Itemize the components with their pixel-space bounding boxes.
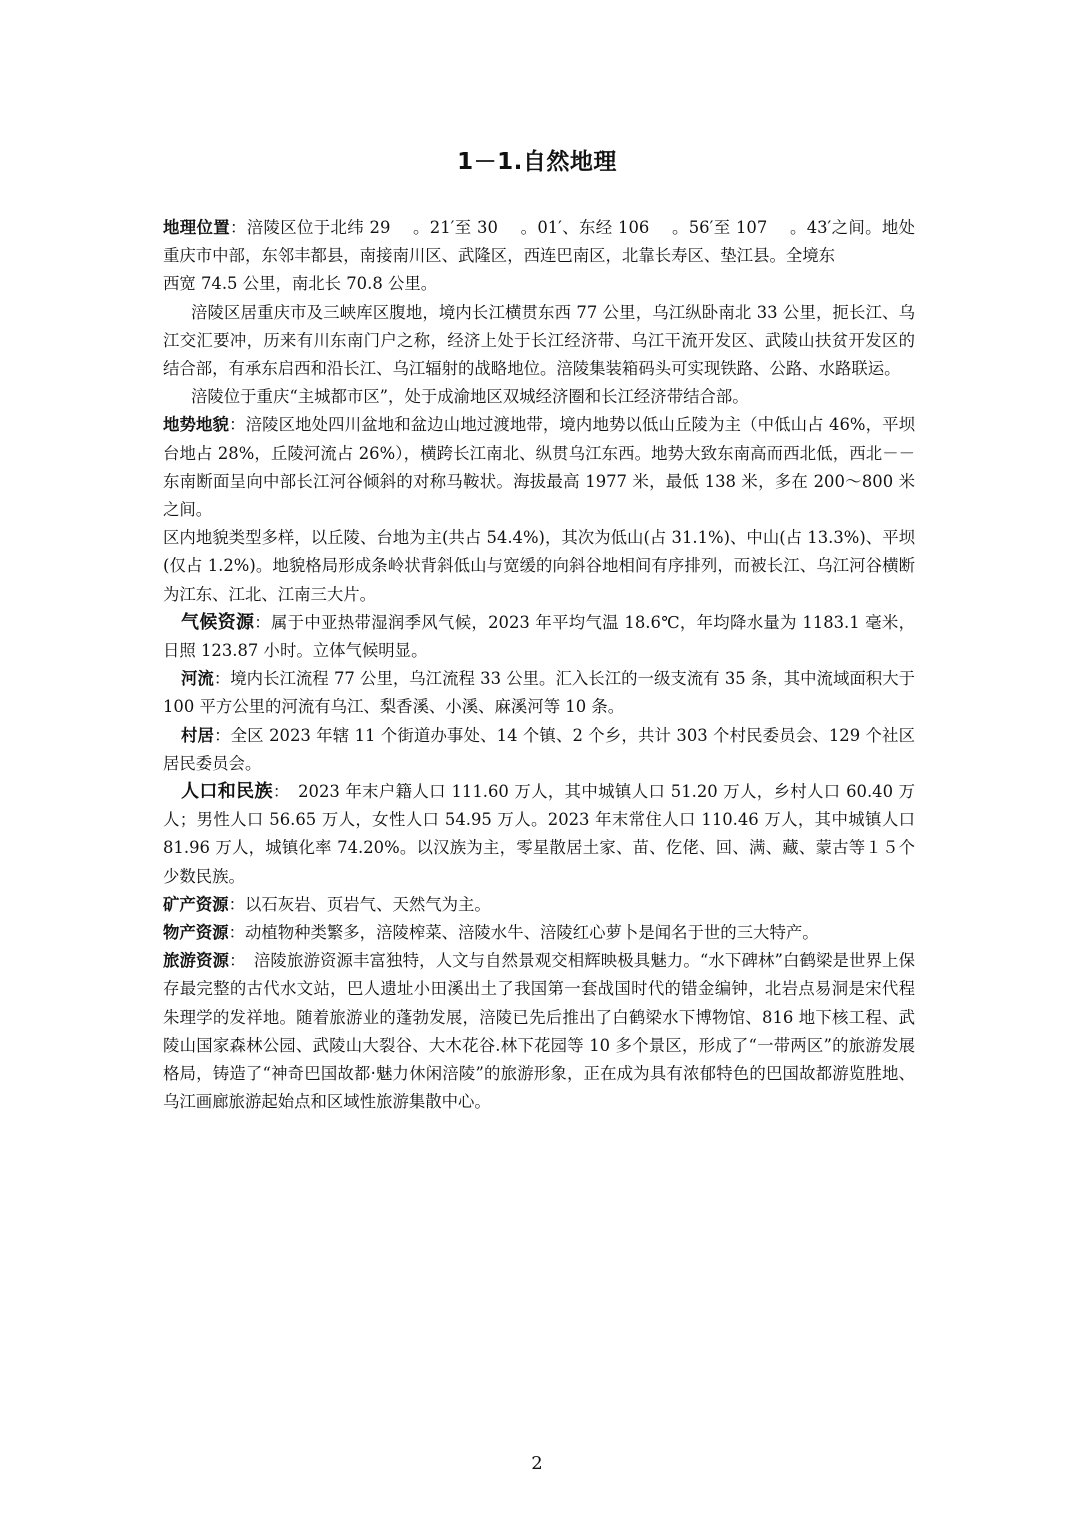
label-rivers: 河流	[181, 669, 214, 689]
paragraph-width	[163, 270, 915, 298]
label-products: 物产资源	[163, 923, 229, 943]
text-tourism: ： 涪陵旅游资源丰富独特，人文与自然景观交相辉映极具魅力。“水下碑林”白鹤梁是世界上保存最完整的古代水文站，巴人遗址小田溪出土了我国第一套战国时代的错金编钟，北岩点易洞是宋代程朱理学的发祥地。随着旅游业的蓬勃发展，涪陵已先后推出了白鹤梁水下博物馆、816 地下核工程、武陵山国家森林公园、武陵山大裂谷、大木花谷.林下花园等 10 多个景区，形成了“一带两区”的旅游发展格局，铸造了“神奇巴国故都·魅力休闲涪陵”的旅游形象，正在成为具有浓郁特色的巴国故都游览胜地、乌江画廊旅游起始点和区域性旅游集散中心。	[163, 951, 915, 1112]
label-climate: 气候资源	[181, 611, 255, 633]
page-title: 1－1.自然地理	[457, 149, 617, 175]
document-body	[163, 214, 915, 1117]
label-population: 人口和民族	[181, 781, 273, 803]
label-tourism: 旅游资源	[163, 951, 230, 971]
paragraph-hinterland	[163, 299, 915, 384]
label-terrain: 地势地貌	[163, 415, 230, 435]
text-minerals: ：以石灰岩、页岩气、天然气为主。	[228, 894, 491, 914]
paragraph-products	[163, 919, 915, 947]
paragraph-location	[163, 214, 915, 270]
paragraph-climate	[163, 609, 915, 665]
text-location: ：涪陵区位于北纬 29 。21′至 30 。01′、东经 106 。56′至 107 。43′之间。地处重庆市中部，东邻丰都县，南接南川区、武隆区，西连巴南区，北靠长寿区、垫江县。全境东	[163, 218, 916, 266]
text-city-zone: 涪陵位于重庆“主城都市区”，处于成渝地区双城经济圈和长江经济带结合部。	[191, 387, 749, 407]
paragraph-population	[163, 778, 915, 891]
text-products: ：动植物种类繁多，涪陵榨菜、涪陵水牛、涪陵红心萝卜是闻名于世的三大特产。	[228, 923, 819, 943]
text-width: 西宽 74.5 公里，南北长 70.8 公里。	[163, 274, 438, 294]
label-villages: 村居	[181, 725, 215, 745]
paragraph-terrain	[163, 411, 915, 524]
text-population: ： 2023 年末户籍人口 111.60 万人，其中城镇人口 51.20 万人，乡村人口 60.40 万人；男性人口 56.65 万人，女性人口 54.95 万人。2023 年末常住人口 110.46 万人，其中城镇人口 81.96 万人，城镇化率 74.20%。以汉族为主，零星散居土家、苗、仡佬、回、满、藏、蒙古等１５个少数民族。	[163, 782, 915, 886]
paragraph-city-zone	[163, 383, 915, 411]
paragraph-rivers	[163, 665, 915, 721]
label-minerals: 矿产资源	[163, 894, 229, 914]
paragraph-tourism	[163, 947, 915, 1116]
paragraph-minerals	[163, 891, 915, 919]
text-hinterland: 涪陵区居重庆市及三峡库区腹地，境内长江横贯东西 77 公里，乌江纵卧南北 33 公里，扼长江、乌江交汇要冲，历来有川东南门户之称，经济上处于长江经济带、乌江干流开发区、武陵山扶贫开发区的结合部，有承东启西和沿长江、乌江辐射的战略地位。涪陵集装箱码头可实现铁路、公路、水路联运。	[163, 302, 915, 379]
text-terrain: ：涪陵区地处四川盆地和盆边山地过渡地带，境内地势以低山丘陵为主（中低山占 46%，平坝台地占 28%，丘陵河流占 26%），横跨长江南北、纵贯乌江东西。地势大致东南高而西北低，西北－－东南断面呈向中部长江河谷倾斜的对称马鞍状。海拔最高 1977 米，最低 138 米，多在 200～800 米之间。	[163, 415, 916, 520]
text-landforms: 区内地貌类型多样，以丘陵、台地为主(共占 54.4%)，其次为低山(占 31.1%)、中山(占 13.3%)、平坝(仅占 1.2%)。地貌格局形成条岭状背斜低山与宽缓的向斜谷地相间有序排列，而被长江、乌江河谷横断为江东、江北、江南三大片。	[163, 528, 915, 604]
page-number: 2	[531, 1453, 543, 1474]
paragraph-villages	[163, 722, 915, 778]
label-location: 地理位置	[163, 218, 230, 237]
paragraph-landforms	[163, 524, 915, 609]
text-villages: ：全区 2023 年辖 11 个街道办事处、14 个镇、2 个乡，共计 303 个村民委员会、129 个社区居民委员会。	[163, 725, 915, 773]
text-climate: ：属于中亚热带湿润季风气候，2023 年平均气温 18.6℃，年均降水量为 1183.1 毫米，日照 123.87 小时。立体气候明显。	[163, 612, 916, 661]
text-rivers: ：境内长江流程 77 公里，乌江流程 33 公里。汇入长江的一级支流有 35 条，其中流域面积大于 100 平方公里的河流有乌江、梨香溪、小溪、麻溪河等 10 条。	[163, 669, 916, 717]
